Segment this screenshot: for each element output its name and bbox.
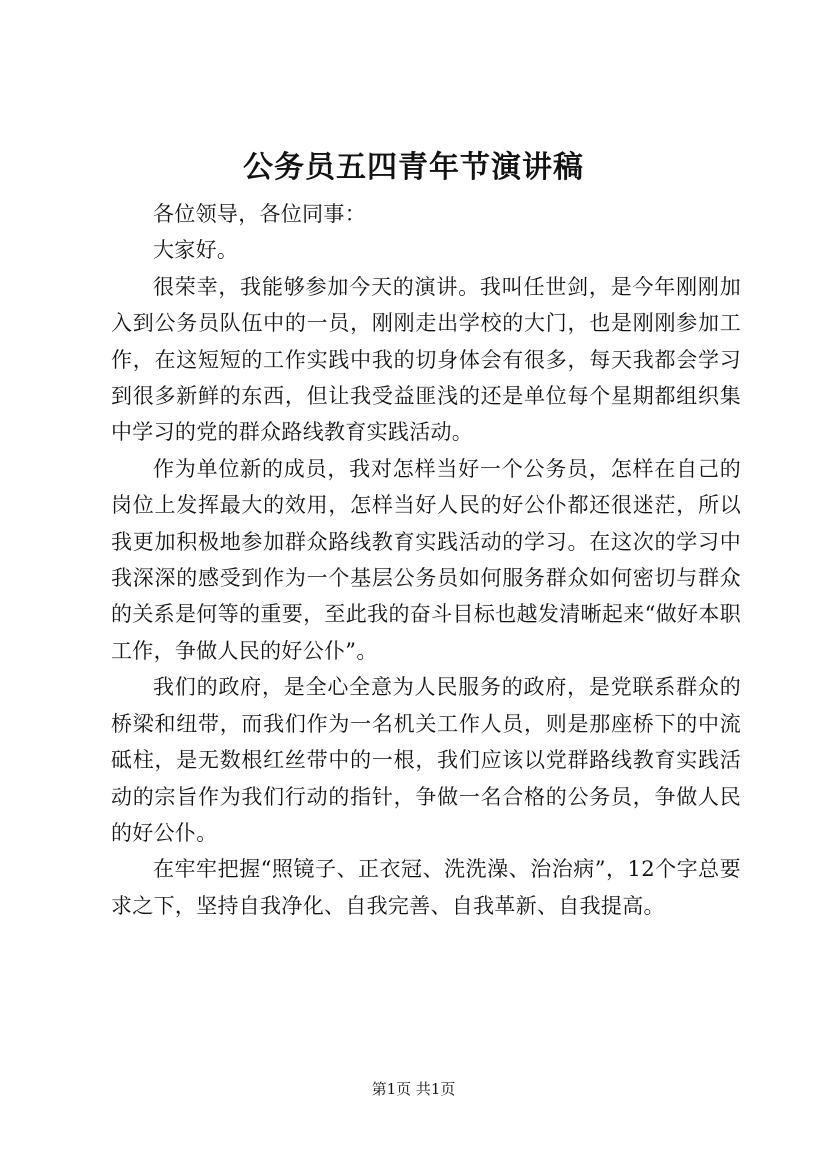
paragraph-introduction: 很荣幸，我能够参加今天的演讲。我叫任世剑，是今年刚刚加入到公务员队伍中的一员，刚刚走出学校的大门，也是刚刚参加工作，在这短短的工作实践中我的切身体会有很多，每天我都会学习到很多新鲜的东西，但让我受益匪浅的还是单位每个星期都组织集中学习的党的群众路线教育实践活动。 (111, 274, 741, 445)
paragraph-government: 我们的政府，是全心全意为人民服务的政府，是党联系群众的桥梁和纽带，而我们作为一名机关工作人员，则是那座桥下的中流砥柱，是无数根红丝带中的一根，我们应该以党群路线教育实践活动的宗旨作为我们行动的指针，争做一名合格的公务员，争做人民的好公仆。 (111, 675, 741, 845)
page-number-footer: 第1页 共1页 (371, 1080, 456, 1098)
page-title: 公务员五四青年节演讲稿 (243, 150, 584, 185)
paragraph-new-member: 作为单位新的成员，我对怎样当好一个公务员，怎样在自己的岗位上发挥最大的效用，怎样当好人民的好公仆都还很迷茫，所以我更加积极地参加群众路线教育实践活动的学习。在这次的学习中我深深的感受到作为一个基层公务员如何服务群众如何密切与群众的关系是何等的重要，至此我的奋斗目标也越发清晰起来“做好本职工作，争做人民的好公仆”。 (111, 456, 741, 663)
paragraph-salutation: 各位领导，各位同事： (153, 202, 366, 226)
paragraph-greeting: 大家好。 (153, 238, 239, 263)
document-body (111, 196, 741, 924)
paragraph-requirements: 在牢牢把握“照镜子、正衣冠、洗洗澡、治治病”，12个字总要求之下，坚持自我净化、自我完善、自我革新、自我提高。 (111, 857, 741, 918)
